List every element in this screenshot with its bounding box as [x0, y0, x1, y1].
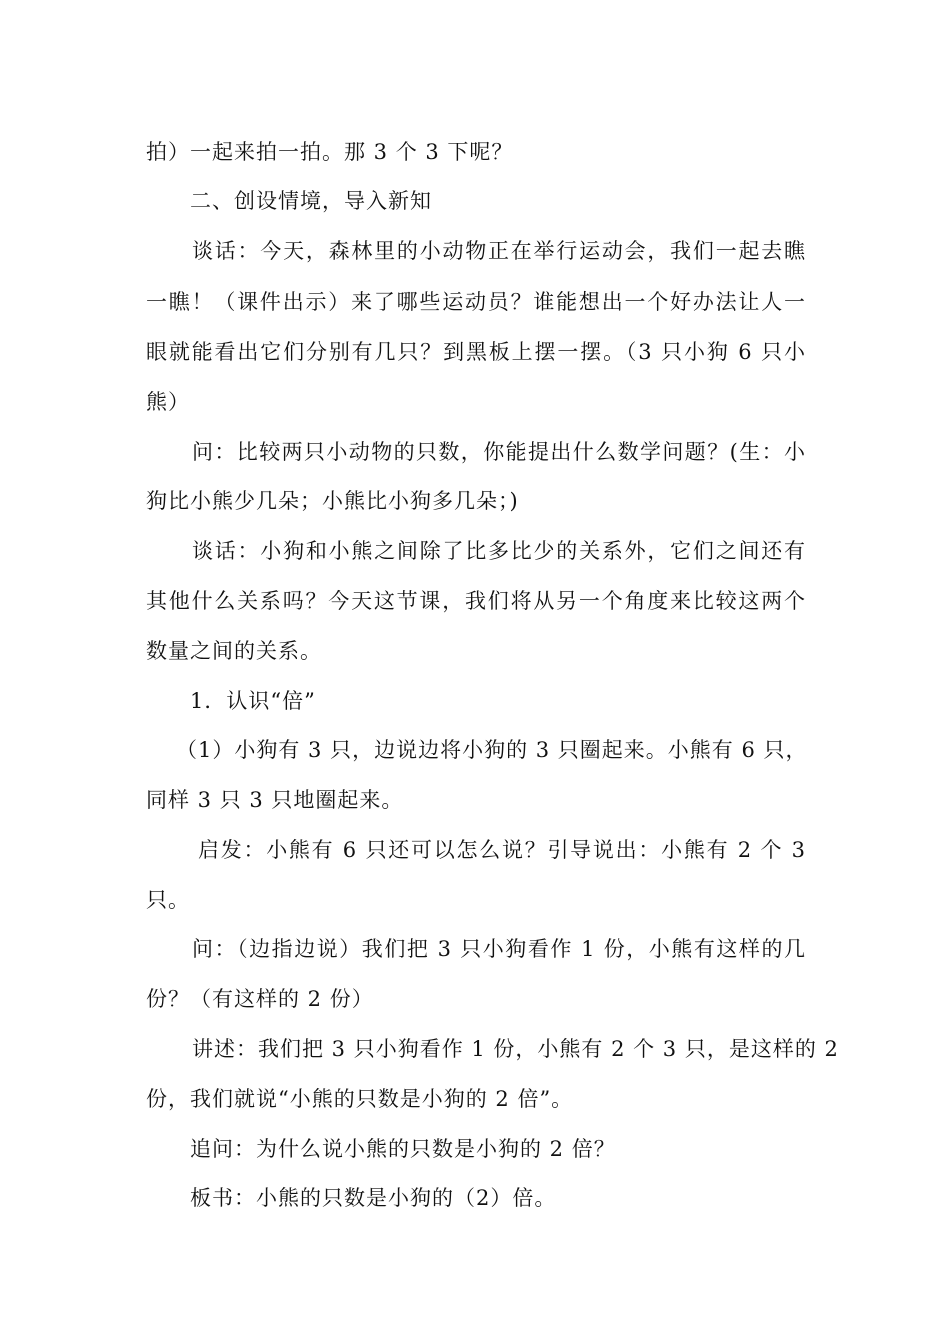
text-line: 板书：小熊的只数是小狗的（2）倍。 [190, 1186, 557, 1210]
text-line: 一瞧！（课件出示）来了哪些运动员？谁能想出一个好办法让人一 [146, 290, 806, 314]
subsection-heading: 1．认识“倍” [190, 689, 316, 713]
text-line: 拍）一起来拍一拍。那 3 个 3 下呢？ [146, 140, 514, 164]
text-line: （1）小狗有 3 只，边说边将小狗的 3 只圈起来。小熊有 6 只， [176, 738, 808, 762]
text-line: 份，我们就说“小熊的只数是小狗的 2 倍”。 [146, 1087, 574, 1111]
text-line: 狗比小熊少几朵；小熊比小狗多几朵；) [146, 489, 519, 513]
text-line: 启发：小熊有 6 只还可以怎么说？引导说出：小熊有 2 个 3 [198, 838, 806, 862]
text-line: 问：（边指边说）我们把 3 只小狗看作 1 份，小熊有这样的几 [192, 937, 806, 961]
text-line: 讲述：我们把 3 只小狗看作 1 份，小熊有 2 个 3 只，是这样的 2 [192, 1037, 839, 1061]
text-line: 谈话：小狗和小熊之间除了比多比少的关系外，它们之间还有 [192, 539, 806, 563]
text-line: 熊） [146, 390, 190, 414]
text-line: 追问：为什么说小熊的只数是小狗的 2 倍？ [190, 1137, 616, 1161]
text-line: 同样 3 只 3 只地圈起来。 [146, 788, 404, 812]
text-line: 眼就能看出它们分别有几只？到黑板上摆一摆。（3 只小狗 6 只小 [146, 340, 806, 364]
text-line: 份？（有这样的 2 份） [146, 987, 374, 1011]
text-line: 问：比较两只小动物的只数，你能提出什么数学问题？(生：小 [192, 440, 806, 464]
text-line: 只。 [146, 888, 190, 912]
text-line: 谈话：今天，森林里的小动物正在举行运动会，我们一起去瞧 [192, 239, 806, 263]
text-line: 数量之间的关系。 [146, 639, 322, 663]
text-line: 其他什么关系吗？今天这节课，我们将从另一个角度来比较这两个 [146, 589, 806, 613]
section-heading: 二、创设情境，导入新知 [190, 189, 432, 213]
